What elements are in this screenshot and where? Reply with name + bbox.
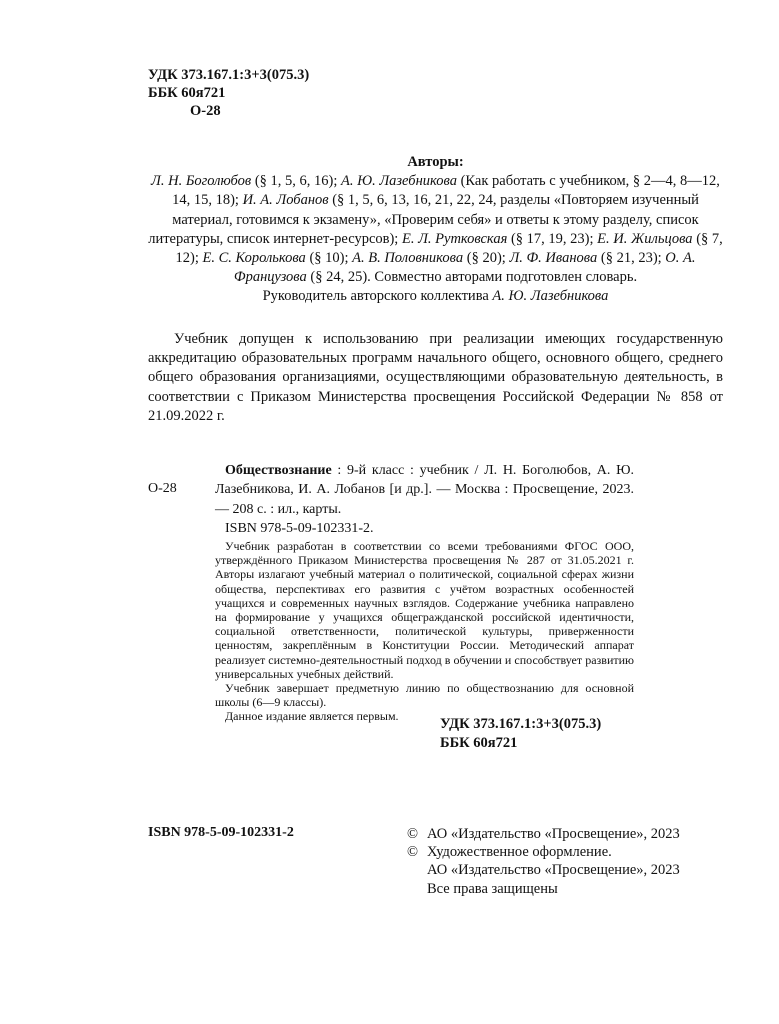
catalog-bbk: ББК 60я721 [440,735,518,751]
bbk-code: ББК 60я721 [148,85,226,101]
catalog-author-mark: О-28 [148,481,177,496]
copyright-icon: © [407,844,419,861]
author-sections: (§ 10); [305,250,353,267]
author-name: О. А. Французова [233,250,696,286]
catalog-codes [440,715,601,753]
author-name: Е. И. Жильцова [597,230,693,247]
catalog-isbn: ISBN 978-5-09-102331-2. [225,521,374,536]
authors-heading: Авторы: [407,154,464,170]
udk-code: УДК 373.167.1:3+3(075.3) [148,67,310,83]
author-sections: (§ 17, 19, 23); [507,230,598,247]
author-sections: (§ 20); [463,250,510,267]
catalog-description [215,461,634,519]
author-name: Л. Н. Боголюбов [151,173,252,190]
classification-block [148,66,309,120]
author-name: Е. Л. Рутковская [401,230,508,247]
annotation-paragraph: Данное издание является первым. [225,709,399,724]
author-mark: О-28 [190,103,221,119]
author-name: И. А. Лобанов [242,192,329,209]
copyright-block [407,825,680,898]
copyright-rights: Все права защищены [427,880,558,897]
copyright-design: Художественное оформление. [427,844,612,861]
catalog-title: Обществознание [225,463,332,478]
author-sections: (§ 24, 25). Совместно авторами подготовлен словарь. [306,269,638,286]
annotation-paragraph: Учебник завершает предметную линию по обществознанию для основной школы (6—9 классы). [215,681,634,710]
author-name: Е. С. Королькова [202,250,306,267]
authors-leader [148,287,723,306]
catalog-details: : 9-й класс : учебник / Л. Н. Боголюбов, А. Ю. Лазебникова, И. А. Лобанов [и др.]. — Москва : Просвещение, 2023. — 208 с. : ил., карты. [215,463,634,517]
author-sections: (Как работать с учебником, § 2—4, 8—12, 14, 15, 18); [172,173,720,209]
authors-section [148,153,723,307]
author-name: А. В. Половникова [352,250,464,267]
author-sections: (§ 1, 5, 6, 16); [251,173,341,190]
leader-label: Руководитель авторского коллектива [262,288,493,305]
author-name: А. Ю. Лазебникова [341,173,457,190]
author-name: Л. Ф. Иванова [509,250,598,267]
footer-isbn: ISBN 978-5-09-102331-2 [148,825,294,840]
catalog-annotation [215,539,634,724]
copyright-design-publisher: АО «Издательство «Просвещение», 2023 [427,862,680,879]
catalog-udk: УДК 373.167.1:3+3(075.3) [440,716,602,732]
author-sections: (§ 7, 12); [175,230,723,267]
authors-list [148,172,723,287]
author-sections: (§ 1, 5, 6, 13, 16, 21, 22, 24, разделы «Повторяем изученный материал, готовимся к экзамену», «Проверим себя» и ответы к этому разделу, список литературы, список интернет-ресурсов); [148,192,699,247]
leader-name: А. Ю. Лазебникова [492,288,609,305]
copyright-icon: © [407,826,419,842]
author-sections: (§ 21, 23); [597,250,666,267]
annotation-paragraph: Учебник разработан в соответствии со всеми требованиями ФГОС ООО, утверждённого Приказом Министерства просвещения № 287 от 31.05.2021 г. Авторы излагают учебный материал о политической, социальной сферах жизни общества, перспективах его развития с учётом возрастных особенностей учащихся и современных научных взглядов. Содержание учебника направлено на формирование у учащихся общегражданской российской идентичности, социальной ответственности, политической культуры, приверженности ценностям, закреплённым в Конституции России. Методический аппарат реализует системно-деятельностный подход в обучении и способствует развитию универсальных учебных действий. [215,539,634,681]
copyright-publisher: АО «Издательство «Просвещение», 2023 [427,826,680,842]
approval-text: Учебник допущен к использованию при реализации имеющих государственную аккредитацию образовательных программ начального общего, основного общего, среднего общего образования организациями, осуществляющими образовательную деятельность, в соответствии с Приказом Министерства просвещения Российской Федерации № 858 от 21.09.2022 г. [148,331,723,424]
